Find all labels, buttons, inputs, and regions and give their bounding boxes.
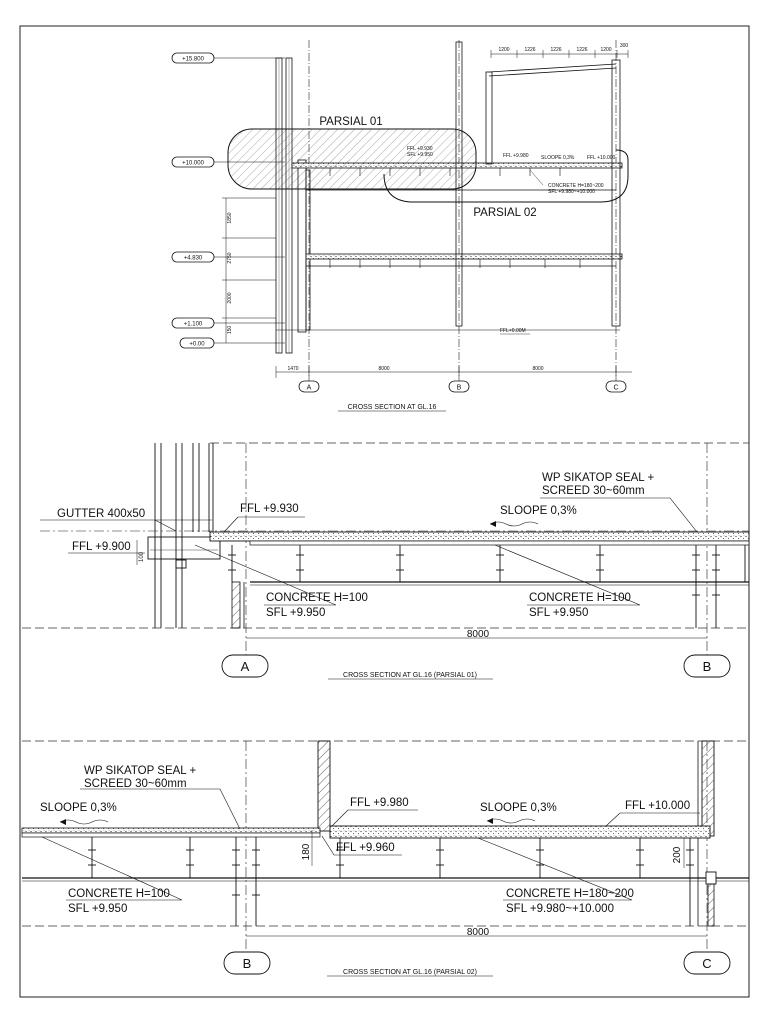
v2-label-conc-a2: SFL +9.950: [266, 607, 326, 619]
v2-roof-slab-concrete: [250, 541, 749, 545]
v3-column-c: [708, 884, 714, 926]
v2-label-conc-b1: CONCRETE H=100: [529, 592, 631, 604]
v1-note-ffl-9980: FFL +9.980: [503, 153, 529, 159]
top-dim-4: 1226: [576, 47, 588, 53]
v1-dim-8000-a: 8000: [378, 366, 390, 372]
svg-text:B: B: [242, 956, 252, 971]
v3-label-conc-r1: CONCRETE H=180~200: [506, 888, 634, 900]
v2-dim-8000: 8000: [466, 629, 490, 640]
v2-dim-100: 100: [139, 551, 145, 563]
v3-label-slope-mid: SLOOPE 0,3%: [480, 802, 557, 814]
v1-note-ffl-10000: FFL +10.000: [587, 155, 616, 161]
view-cross-section-gl16: [172, 40, 632, 411]
grid-lines-view1: [309, 40, 616, 385]
top-dim-2: 1226: [524, 47, 536, 53]
top-dim-3: 1226: [550, 47, 562, 53]
svg-text:B: B: [456, 384, 462, 392]
v1-grid-bubble-c: [606, 381, 626, 392]
v2-label-seal-2: SCREED 30~60mm: [542, 485, 645, 497]
v2-roof-slab-screed: [210, 532, 749, 541]
dim-2000: 2000: [227, 292, 233, 304]
v3-label-conc-r2: SFL +9.980~+10.000: [506, 903, 614, 915]
svg-text:+0.00: +0.00: [189, 341, 205, 348]
v1-grid-bubble-a: [299, 381, 319, 392]
v2-label-ffl-9930: FFL +9.930: [240, 503, 299, 515]
v1-note-slope: SLOOPE 0,3%: [541, 155, 575, 161]
v3-label-ffl-9960: FFL +9.960: [336, 842, 395, 854]
v3-grid-lines: [246, 741, 707, 955]
v2-label-ffl-9900: FFL +9.900: [72, 541, 131, 553]
svg-text:C: C: [613, 384, 619, 392]
v3-bracket: [706, 872, 716, 884]
svg-text:B: B: [702, 659, 712, 674]
v2-label-conc-b2: SFL +9.950: [529, 607, 589, 619]
dim-150: 150: [227, 325, 233, 335]
v3-slab-left-screed: [22, 828, 320, 833]
v3-grid-bubble-c: [684, 952, 730, 974]
v2-label-slope: SLOOPE 0,3%: [500, 505, 577, 517]
svg-text:+15.800: +15.800: [182, 56, 204, 63]
left-columns: [276, 58, 310, 353]
v2-label-gutter: GUTTER 400x50: [57, 508, 146, 520]
v3-slab-left-concrete: [22, 833, 320, 837]
v2-label-seal-1: WP SIKATOP SEAL +: [542, 472, 655, 484]
v1-dim-1470: 1470: [287, 366, 299, 372]
v3-dim-8000: 8000: [466, 927, 490, 938]
v3-wall-right: [702, 741, 714, 836]
v3-wall-mid: [318, 741, 330, 831]
svg-text:+4.830: +4.830: [183, 255, 203, 262]
v2-grid-bubble-b: [684, 655, 730, 677]
top-dim-1: 1200: [498, 47, 510, 53]
svg-text:C: C: [702, 956, 712, 971]
v3-label-seal-2: SCREED 30~60mm: [84, 778, 187, 790]
v1-bottom-dimension: [276, 366, 632, 378]
view-parsial-02: [22, 741, 749, 976]
v3-label-slope-left: SLOOPE 0,3%: [40, 802, 117, 814]
dim-2750: 2750: [227, 252, 233, 264]
svg-text:A: A: [240, 659, 250, 674]
parsial-02-label: PARSIAL 02: [473, 207, 537, 219]
v1-grid-bubble-b: [449, 381, 469, 392]
parsial-01-callout: [228, 129, 476, 189]
v3-label-seal-1: WP SIKATOP SEAL +: [84, 765, 197, 777]
top-dim-5: 1200: [600, 47, 612, 53]
v3-label-ffl-10000: FFL +10.000: [625, 800, 691, 812]
v3-slab-right: [330, 826, 710, 838]
v2-caption: CROSS SECTION AT GL.16 (PARSIAL 01): [343, 672, 477, 679]
v1-note-concrete: CONCRETE H=180~200: [548, 183, 604, 189]
roof-structure: [489, 50, 628, 76]
level-tag-0000: [180, 338, 285, 348]
dim-1850: 1850: [227, 212, 233, 224]
v1-caption: CROSS SECTION AT GL.16: [347, 404, 437, 411]
v1-dim-8000-b: 8000: [532, 366, 544, 372]
svg-text:+10.000: +10.000: [182, 160, 204, 167]
v2-gutter: [148, 537, 220, 568]
v2-label-conc-a1: CONCRETE H=100: [266, 592, 368, 604]
svg-text:A: A: [306, 384, 312, 392]
v2-grid-bubble-a: [222, 655, 268, 677]
v3-grid-bubble-b: [224, 952, 270, 974]
v3-label-conc-l2: SFL +9.950: [68, 903, 128, 915]
v1-note-ffl-000: FFL+0.00M: [500, 328, 526, 334]
top-dim-6: 300: [619, 43, 629, 49]
v3-dim-200: 200: [672, 846, 683, 864]
v3-dim-180: 180: [301, 843, 312, 861]
v3-label-conc-l1: CONCRETE H=100: [68, 888, 170, 900]
parsial-01-label: PARSIAL 01: [319, 116, 383, 128]
v3-label-ffl-9980: FFL +9.980: [350, 797, 409, 809]
v3-caption: CROSS SECTION AT GL.16 (PARSIAL 02): [343, 969, 477, 976]
level-tag-15800: [172, 53, 285, 63]
v2-tower-columns: [155, 443, 213, 628]
v1-note-sfl: SFL +9.980~+10.000: [548, 189, 595, 195]
v2-column-a: [232, 582, 240, 628]
view-parsial-01: [22, 443, 749, 679]
svg-text:+1.100: +1.100: [183, 321, 203, 328]
